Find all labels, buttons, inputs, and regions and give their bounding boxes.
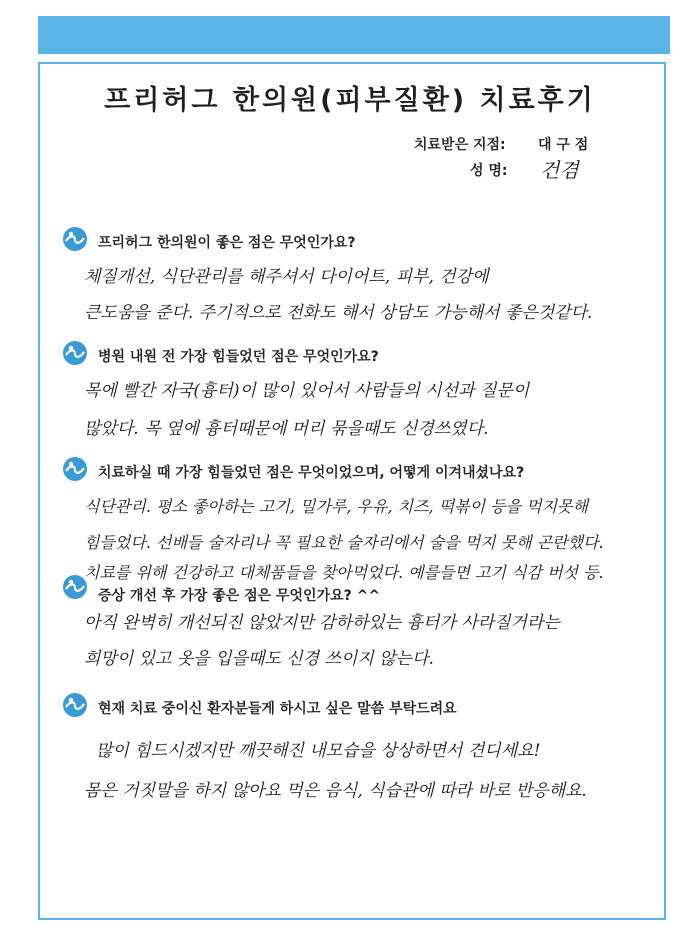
question-3: 치료하실 때 가장 힘들었던 점은 무엇이었으며, 어떻게 이겨내셨나요?: [98, 465, 525, 481]
answer-3-line-2: 힘들었다. 선배들 술자리나 꼭 필요한 술자리에서 술을 먹지 못해 곤란했다.: [84, 533, 604, 552]
wave-swirl-icon: [62, 226, 88, 252]
page-title: 프리허그 한의원(피부질환) 치료후기: [104, 85, 596, 116]
branch-value: 대 구 점: [538, 137, 589, 153]
question-1: 프리허그 한의원이 좋은 점은 무엇인가요?: [98, 235, 356, 251]
answer-3-line-3: 치료를 위해 건강하고 대체품들을 찾아먹었다. 예를들면 고기 식감 버섯 등.: [84, 563, 604, 582]
header-color-bar: [38, 16, 670, 54]
question-4: 증상 개선 후 가장 좋은 점은 무엇인가요? ^^: [98, 588, 381, 604]
wave-swirl-icon: [62, 692, 88, 718]
name-value: 건겸: [540, 158, 579, 182]
answer-5-line-1: 많이 힘드시겠지만 깨끗해진 내모습을 상상하면서 견디세요!: [96, 741, 541, 761]
answer-5-line-2: 몸은 거짓말을 하지 않아요 먹은 음식, 식습관에 따라 바로 반응해요.: [84, 781, 587, 801]
answer-3-line-1: 식단관리. 평소 좋아하는 고기, 밀가루, 우유, 치즈, 떡볶이 등을 먹지못해: [84, 497, 588, 516]
wave-swirl-icon: [62, 340, 88, 366]
wave-swirl-icon: [62, 456, 88, 482]
branch-label: 치료받은 지점:: [414, 137, 506, 153]
answer-4-line-2: 희망이 있고 옷을 입을때도 신경 쓰이지 않는다.: [84, 649, 434, 669]
name-label: 성 명:: [470, 163, 508, 179]
answer-1-line-1: 체질개선, 식단관리를 해주셔서 다이어트, 피부, 건강에: [84, 267, 489, 287]
answer-2-line-2: 많았다. 목 옆에 흉터때문에 머리 묶을때도 신경쓰였다.: [84, 419, 489, 439]
answer-1-line-2: 큰도움을 준다. 주기적으로 전화도 해서 상담도 가능해서 좋은것같다.: [84, 303, 593, 323]
answer-2-line-1: 목에 빨간 자국(흉터)이 많이 있어서 사람들의 시선과 질문이: [84, 381, 530, 401]
question-2: 병원 내원 전 가장 힘들었던 점은 무엇인가요?: [98, 349, 379, 365]
answer-4-line-1: 아직 완벽히 개선되진 않았지만 감하하있는 흉터가 사라질거라는: [84, 613, 560, 633]
question-5: 현재 치료 중이신 환자분들게 하시고 싶은 말씀 부탁드려요: [98, 701, 457, 717]
wave-swirl-icon: [62, 574, 88, 600]
